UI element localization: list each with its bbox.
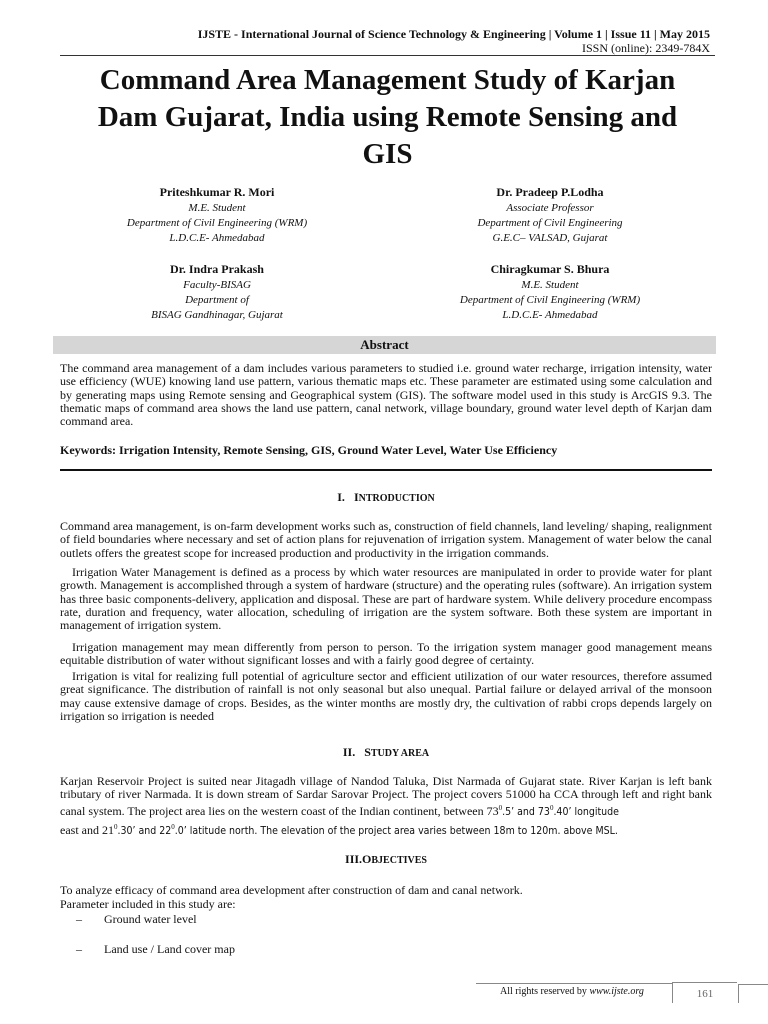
section-number: II. <box>342 745 356 759</box>
section-title-initial: O <box>362 852 372 866</box>
study-area-text: .0’ latitude north. The elevation of the project area varies between 18m to 120m. above MSL. <box>174 825 618 837</box>
footer-rule <box>476 983 672 984</box>
degree-superscript: 0 <box>498 803 503 812</box>
section-title-initial: I <box>353 490 359 504</box>
intro-paragraph: Irrigation management may mean differently from person to person. To the irrigation system manager good management means equitable distribution of water without significant losses and with a fairly good degree of certainty. <box>60 640 712 668</box>
section-number: III. <box>345 852 363 866</box>
author-role: Associate Professor <box>506 202 594 214</box>
author-name: Priteshkumar R. Mori <box>159 185 275 199</box>
study-area-paragraph-end <box>60 821 720 838</box>
author-institute: L.D.C.E- Ahmedabad <box>502 309 598 321</box>
title-line-1: Command Area Management Study of Karjan <box>99 64 676 96</box>
study-area-text: Karjan Reservoir Project is suited near Jitagadh village of Nandod Taluka, Dist Narmada of Gujarat state. River Karjan is left bank tributary of river Narmada. It is down stream of Sardar Sarovar Project. The project covers 51000 ha CCA through left and right bank canal system. The project area lies on the western coast of the Indian continent, between 73 <box>60 774 712 818</box>
author-block <box>380 262 720 323</box>
author-department: Department of Civil Engineering (WRM) <box>126 217 308 229</box>
degree-superscript: 0 <box>549 803 554 812</box>
degree-superscript: 0 <box>113 823 118 831</box>
paper-title <box>60 62 715 173</box>
list-item-text: Land use / Land cover map <box>104 942 235 957</box>
intro-paragraph: Irrigation Water Management is defined as a process by which water resources are manipulated in order to provide water for plant growth. Management is accomplished through a system of hardware (structure) and the operating rules (software). An irrigation system has three basic components-delivery, application and disposal. These are part of hardware system. While delivery procedure encompass rate, duration and frequency, water allocation, scheduling of irrigation are the system software. Both these system are important in management of irrigation system. <box>60 565 712 633</box>
list-item-text: Ground water level <box>104 912 197 926</box>
page-corner-box <box>738 984 768 1003</box>
footer-copyright <box>500 986 644 997</box>
study-area-text: .30’ and 22 <box>117 825 172 837</box>
page-number: 161 <box>672 982 737 1003</box>
abstract-text: The command area management of a dam includes various parameters to studied i.e. ground water recharge, irrigation intensity, water use efficiency (WUE) knowing land use pattern, various thematic maps etc. These parameter are estimated using some calculation and by generating maps using Remote sensing and Geographical system (GIS). The software model used in this study is ArcGIS 9.3. The thematic maps of command area shows the land use pattern, canal network, village boundary, ground water level depth of Karjan dam command area. <box>60 361 712 429</box>
footer-rights-text: All rights reserved by <box>500 986 590 997</box>
keywords: Keywords: Irrigation Intensity, Remote Sensing, GIS, Ground Water Level, Water Use Efficiency <box>60 443 558 457</box>
list-item <box>60 913 756 926</box>
issn: ISSN (online): 2349-784X <box>582 41 710 55</box>
section-title-rest: TUDY AREA <box>370 748 430 759</box>
author-department: Department of <box>185 294 249 306</box>
author-name: Dr. Indra Prakash <box>170 262 264 276</box>
bullet-dash-icon: – <box>76 942 82 957</box>
author-institute: G.E.C– VALSAD, Gujarat <box>492 232 608 244</box>
author-name: Chiragkumar S. Bhura <box>490 262 610 276</box>
bullet-dash-icon: – <box>76 912 82 926</box>
objectives-intro: To analyze efficacy of command area development after construction of dam and canal network. <box>60 883 523 897</box>
study-area-text: east and 21 <box>60 823 114 837</box>
degree-superscript: 0 <box>171 823 175 831</box>
author-block <box>47 185 387 246</box>
author-role: Faculty-BISAG <box>183 279 251 291</box>
author-institute: BISAG Gandhinagar, Gujarat <box>151 309 283 321</box>
section-title-rest: BJECTIVES <box>371 855 427 866</box>
objectives-parameter-label: Parameter included in this study are: <box>60 897 236 911</box>
study-area-paragraph <box>60 775 712 819</box>
study-area-text: .5’ and 73 <box>502 805 550 818</box>
author-block <box>47 262 387 323</box>
author-block <box>380 185 720 246</box>
intro-paragraph: Irrigation is vital for realizing full potential of agriculture sector and efficient utilization of our water resources, therefore assumed great significance. The distribution of rainfall is not only seasonal but also unequal. Partial failure or delayed arrival of the monsoon may cause extensive damage of crops. Besides, as the winter months are mostly dry, the cultivation of rabbi crops depends largely on irrigation so irrigation is needed <box>60 669 712 723</box>
author-department: Department of Civil Engineering <box>477 217 623 229</box>
title-line-2: Dam Gujarat, India using Remote Sensing and <box>97 101 678 133</box>
journal-header: IJSTE - International Journal of Science Technology & Engineering | Volume 1 | Issue 11 | May 2015 <box>197 27 710 41</box>
list-item <box>60 943 756 956</box>
section-heading-introduction <box>60 490 712 505</box>
abstract-heading: Abstract <box>53 336 716 354</box>
author-institute: L.D.C.E- Ahmedabad <box>169 232 265 244</box>
study-area-text: .40’ longitude <box>553 805 619 818</box>
section-heading-objectives <box>60 852 712 867</box>
section-title-initial: S <box>364 745 371 759</box>
title-line-3: GIS <box>362 138 413 170</box>
abstract-divider <box>60 469 712 471</box>
header-rule <box>60 55 715 56</box>
section-number: I. <box>337 490 345 504</box>
intro-paragraph: Command area management, is on-farm development works such as, construction of field channels, land leveling/ shaping, realignment of field boundaries where necessary and set of action plans for rejuvenation of irrigation system. Management of water below the canal outlets offers the greatest scope for increased production and productivity in the irrigation commands. <box>60 519 712 560</box>
section-title-rest: NTRODUCTION <box>358 493 435 504</box>
section-heading-study-area <box>60 745 712 760</box>
author-role: M.E. Student <box>188 202 246 214</box>
footer-site-link[interactable]: www.ijste.org <box>589 986 644 997</box>
author-role: M.E. Student <box>521 279 579 291</box>
author-name: Dr. Pradeep P.Lodha <box>496 185 604 199</box>
author-department: Department of Civil Engineering (WRM) <box>459 294 641 306</box>
